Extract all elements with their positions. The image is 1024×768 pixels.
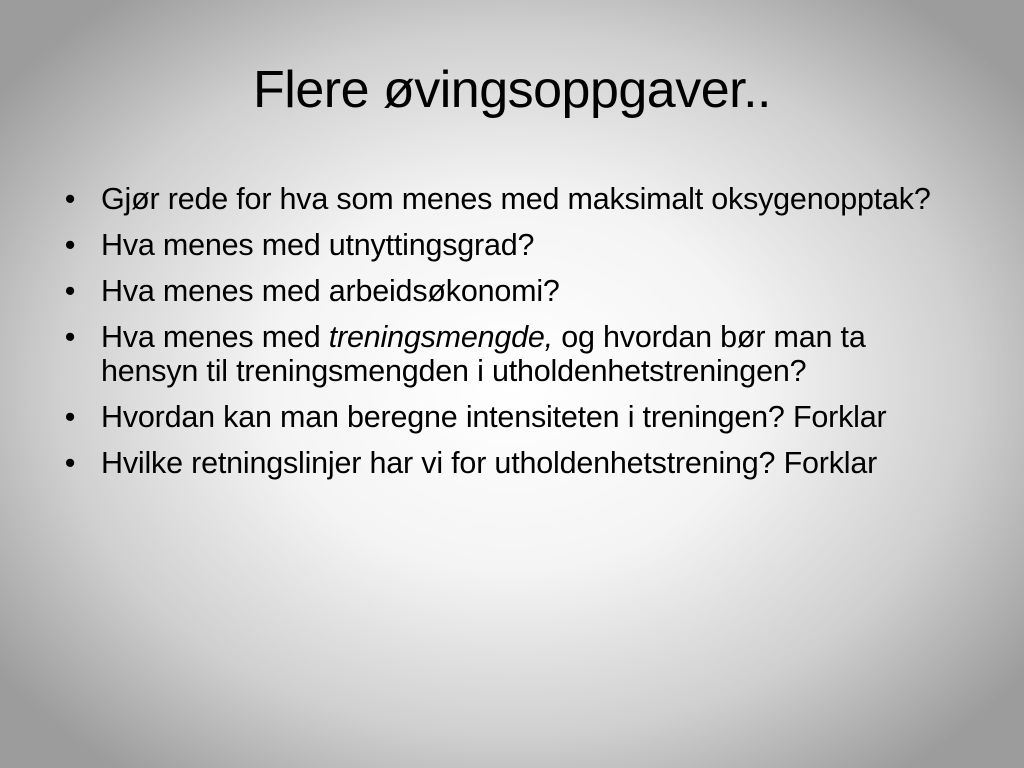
list-item — [60, 182, 960, 216]
bullet-icon: • — [64, 400, 76, 434]
bullet-text-end: og hvordan bør man ta hensyn til treningsmengden i utholdenhetstreningen? — [101, 320, 866, 388]
bullet-icon: • — [64, 274, 76, 308]
bullet-icon: • — [64, 182, 76, 216]
bullet-text-start: Hva menes med — [101, 320, 329, 354]
list-item — [60, 446, 960, 480]
bullet-icon: • — [64, 228, 76, 262]
bullet-icon: • — [64, 320, 76, 354]
bullet-text: Gjør rede for hva som menes med maksimalt oksygenopptak? — [101, 182, 931, 216]
list-item — [60, 320, 960, 388]
bullet-text-emphasis: treningsmengde, — [328, 320, 553, 354]
bullet-list — [60, 182, 960, 492]
list-item — [60, 400, 960, 434]
bullet-text: Hvilke retningslinjer har vi for utholdenhetstrening? Forklar — [101, 446, 878, 480]
bullet-icon: • — [64, 446, 76, 480]
list-item — [60, 274, 960, 308]
bullet-text — [101, 320, 866, 388]
list-item — [60, 228, 960, 262]
bullet-text: Hva menes med arbeidsøkonomi? — [101, 274, 560, 308]
bullet-text: Hva menes med utnyttingsgrad? — [101, 228, 535, 262]
bullet-text: Hvordan kan man beregne intensiteten i treningen? Forklar — [101, 400, 887, 434]
slide-title: Flere øvingsoppgaver.. — [253, 61, 771, 119]
